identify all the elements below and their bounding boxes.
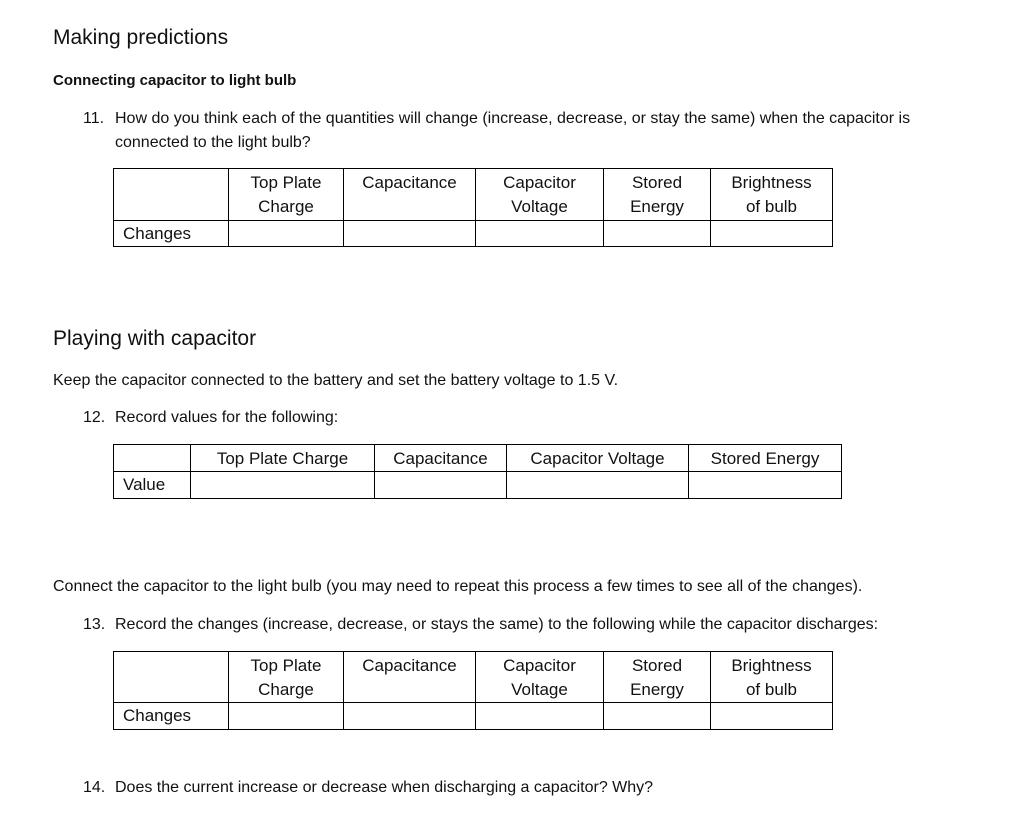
question-14: [83, 779, 653, 797]
table-header-cell: Top Plate Charge: [229, 652, 344, 703]
question-11-text-line2: connected to the light bulb?: [115, 134, 311, 151]
table-corner-cell: [114, 445, 191, 472]
table-header-text: Capacitance: [393, 449, 488, 468]
table-header-text: Stored: [631, 173, 683, 192]
table-header-cell: Brightness of bulb: [711, 169, 833, 221]
answer-cell[interactable]: [344, 221, 476, 247]
section-title-making-predictions: Making predictions: [53, 26, 229, 49]
table-row-label: Changes: [114, 221, 229, 247]
table-row-label: Value: [114, 472, 191, 499]
instruction-battery: Keep the capacitor connected to the battery and set the battery voltage to 1.5 V.: [53, 372, 619, 389]
answer-cell[interactable]: [476, 703, 604, 730]
values-table-q12: [113, 444, 842, 499]
table-row-label: Changes: [114, 703, 229, 730]
table-header-cell: [191, 445, 375, 472]
table-header-cell: Capacitor Voltage: [476, 652, 604, 703]
table-corner-cell: [114, 169, 229, 221]
answer-cell[interactable]: [604, 703, 711, 730]
table-header-text: Top Plate: [250, 656, 322, 675]
table-header-cell: Capacitor Voltage: [476, 169, 604, 221]
question-11-text-line1: How do you think each of the quantities will change (increase, decrease, or stay the same) when the capacitor is: [115, 110, 911, 127]
answer-cell[interactable]: [229, 703, 344, 730]
table-header-text: Capacitance: [362, 656, 457, 675]
table-header-cell: Stored Energy: [604, 652, 711, 703]
section-title-playing: Playing with capacitor: [53, 327, 257, 350]
table-corner-cell: [114, 652, 229, 703]
question-11: [83, 110, 910, 128]
answer-cell[interactable]: [507, 472, 689, 499]
question-11-number: 11.: [83, 110, 105, 127]
table-header-text: Top Plate: [250, 173, 322, 192]
question-12-text: Record values for the following:: [115, 409, 339, 426]
table-header-text: Capacitance: [362, 173, 457, 192]
answer-cell[interactable]: [689, 472, 842, 499]
instruction-connect-bulb: Connect the capacitor to the light bulb (you may need to repeat this process a few times to see all of the changes).: [53, 578, 863, 595]
table-header-text: Capacitor: [503, 656, 576, 675]
answer-cell[interactable]: [229, 221, 344, 247]
table-header-cell: Top Plate Charge: [229, 169, 344, 221]
question-13-number: 13.: [83, 616, 106, 633]
table-header-cell: [344, 169, 476, 221]
subsection-title-connecting: Connecting capacitor to light bulb: [53, 72, 297, 89]
question-13: [83, 616, 878, 634]
table-header-text: Top Plate Charge: [216, 449, 349, 468]
answer-cell[interactable]: [191, 472, 375, 499]
answer-cell[interactable]: [711, 221, 833, 247]
question-13-text: Record the changes (increase, decrease, or stays the same) to the following while the capacitor discharges:: [115, 616, 879, 633]
table-header-cell: [344, 652, 476, 703]
question-12-number: 12.: [83, 409, 106, 426]
table-header-text: Stored Energy: [710, 449, 820, 468]
question-14-number: 14.: [83, 779, 106, 796]
table-header-cell: Stored Energy: [604, 169, 711, 221]
table-header-text: Brightness: [731, 656, 812, 675]
table-header-text: Stored: [631, 656, 683, 675]
answer-cell[interactable]: [604, 221, 711, 247]
table-header-cell: [375, 445, 507, 472]
changes-table-q11: [113, 168, 833, 247]
answer-cell[interactable]: [476, 221, 604, 247]
question-14-text: Does the current increase or decrease when discharging a capacitor? Why?: [115, 779, 654, 796]
table-header-cell: Brightness of bulb: [711, 652, 833, 703]
table-header-cell: [689, 445, 842, 472]
question-12: [83, 409, 338, 427]
answer-cell[interactable]: [344, 703, 476, 730]
table-header-text: Brightness: [731, 173, 812, 192]
changes-table-q13: [113, 651, 833, 730]
table-header-text: Capacitor: [503, 173, 576, 192]
answer-cell[interactable]: [375, 472, 507, 499]
answer-cell[interactable]: [711, 703, 833, 730]
table-header-cell: [507, 445, 689, 472]
table-header-text: Capacitor Voltage: [530, 449, 665, 468]
